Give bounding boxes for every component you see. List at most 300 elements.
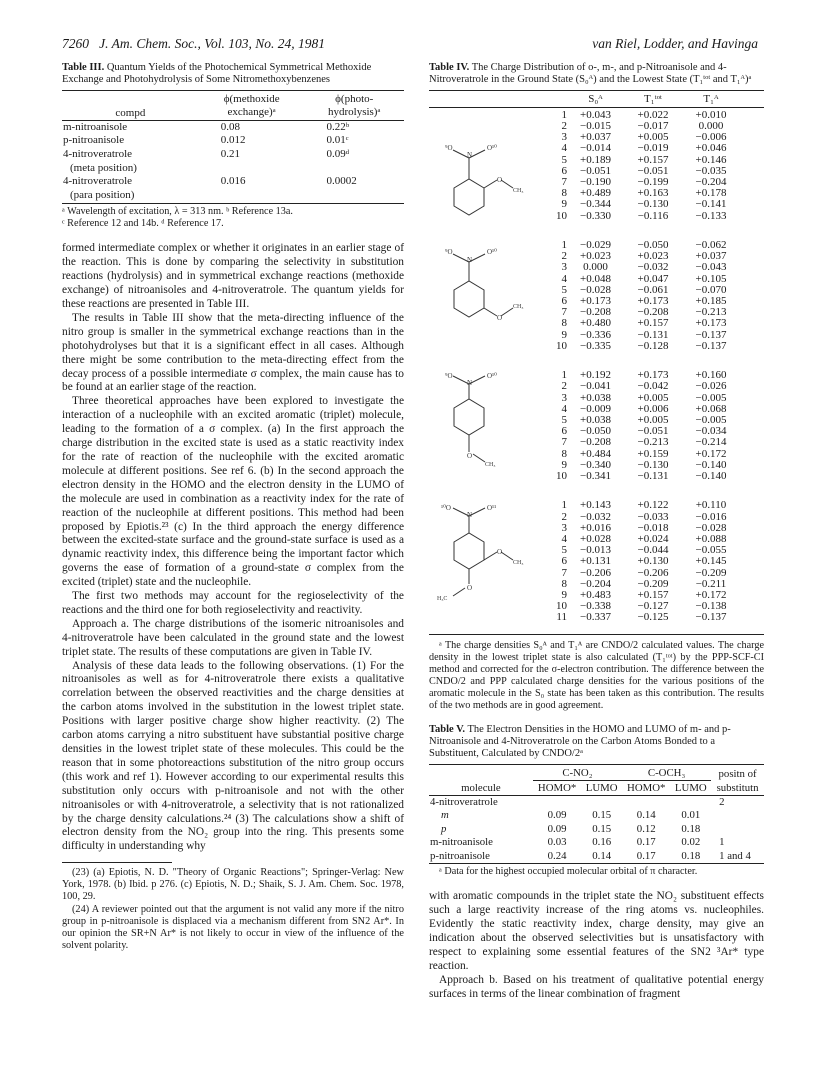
- table5-cell-lumo2: 0.02: [681, 836, 701, 849]
- table4-value: −0.051: [637, 164, 669, 177]
- table3-col-hydrolysis-bot: hydrolysis)ᵃ: [327, 105, 381, 118]
- table5-cell-positn: [711, 823, 764, 837]
- table3-col-compd: compd: [115, 106, 146, 119]
- table4-value: −0.214: [695, 436, 727, 449]
- table5-cell-homo: [533, 795, 582, 809]
- table4: [429, 90, 764, 635]
- table4-value: −0.336: [580, 328, 611, 341]
- table4-block: [429, 110, 764, 233]
- table4-header-t1a: T₁ᴬ: [703, 92, 719, 105]
- svg-text:O: O: [467, 452, 473, 461]
- svg-text:O¹¹: O¹¹: [487, 504, 497, 513]
- table4-value: −0.130: [637, 198, 669, 211]
- table3: [62, 90, 404, 203]
- table4-block: [429, 240, 764, 363]
- table4-position: 7: [561, 566, 567, 579]
- table5-cell-molecule: 4-nitroveratrole: [430, 795, 498, 808]
- table4-value: −0.211: [695, 577, 727, 590]
- table4-block: [429, 500, 764, 633]
- table4-position: 8: [561, 317, 567, 330]
- table4-value: −0.204: [695, 176, 727, 189]
- table4-value: −0.034: [695, 425, 727, 438]
- table4-position: 3: [561, 391, 567, 404]
- structure-m-nitroanisole-icon: [429, 240, 539, 360]
- svg-text:O: O: [497, 314, 503, 323]
- table4-value: +0.157: [637, 153, 669, 166]
- table4-position: 11: [556, 611, 567, 624]
- svg-text:N: N: [467, 379, 473, 388]
- table4-value: +0.105: [695, 272, 727, 285]
- paragraph: The first two methods may account for the regioselectivity of the reactions and the third one for both regioselectivity and reactivity.: [62, 590, 404, 616]
- structure-4-nitroveratrole-icon: [429, 500, 539, 630]
- table4-value: −0.140: [695, 470, 727, 483]
- table4-value: −0.340: [580, 458, 611, 471]
- right-column: [429, 62, 764, 1002]
- table5-cell-homo: 0.24: [547, 849, 567, 862]
- svg-text:H₃C: H₃C: [437, 596, 448, 603]
- table4-value: −0.208: [580, 436, 611, 449]
- svg-text:N: N: [467, 511, 473, 520]
- table4-value: −0.130: [637, 458, 669, 471]
- table4-value: −0.208: [637, 306, 669, 319]
- svg-text:O¹⁰: O¹⁰: [487, 248, 497, 257]
- table3-cell-exchange: 0.08: [220, 120, 241, 133]
- table4-position: 9: [561, 458, 567, 471]
- table4-value: −0.028: [695, 521, 727, 534]
- table4-row: [539, 211, 740, 222]
- table4-value: +0.046: [695, 142, 727, 155]
- paragraph: Three theoretical approaches have been explored to investigate the interaction of a nucleophile with an excited aromatic (triplet) molecule, leading to the formation of a σ complex. (a) In the first approach the charge distribution in the excited state is used as a static reactivity index for the rate of reaction of the nucleophile with the excited aromatic molecule at different positions. See ref 6. (b) In the second approach the electron density in the HOMO and the electron density in the LUMO of the molecule are used in combination as a reactivity index for the rate of reaction of the nucleophile at different positions. This method had been proposed by Epiotis.²³ (c) In the third approach the energy difference between the excited-state surface and the ground-state surface is used as a dynamic reactivity index, this difference being the important factor which governs the ease of formation of a ground-state σ complex from the excited (triplet) state and the nucleophile.: [62, 395, 404, 589]
- table5-col-positn-bot: substitutn: [716, 781, 759, 794]
- table3-cell-hydrolysis: [304, 189, 404, 203]
- footnote-23: (23) (a) Epiotis, N. D. "Theory of Organic Reactions"; Springer-Verlag: New York, 1978. (b) Ibid. p 276. (c) Epiotis, N. D.; Shaik, S. J. Am. Chem. Soc. 1978, 100, 29.: [62, 867, 404, 903]
- table4-position: 4: [561, 142, 567, 155]
- table3-cell-compd: p-nitroanisole: [63, 134, 125, 147]
- table4-value: −0.206: [580, 566, 611, 579]
- table4-value: +0.024: [637, 533, 669, 546]
- table4-value: +0.005: [637, 131, 669, 144]
- table3-cell-compd: m-nitroanisole: [63, 120, 128, 133]
- table4-position: 5: [561, 153, 567, 166]
- table4-position: 8: [561, 577, 567, 590]
- table5-cell-positn: 1: [719, 836, 725, 849]
- table5-col-homo: HOMO*: [537, 781, 577, 794]
- table5-cell-molecule: p-nitroanisole: [430, 849, 490, 862]
- table4-value: −0.028: [580, 283, 611, 296]
- table4-value: −0.050: [580, 425, 611, 438]
- table4-value: +0.016: [580, 521, 611, 534]
- table3-cell-compd: (para position): [70, 188, 135, 201]
- table4-value: −0.137: [695, 611, 727, 624]
- table5-cell-lumo: [581, 795, 622, 809]
- table4-value: −0.055: [695, 544, 727, 557]
- table4-value: −0.006: [695, 131, 727, 144]
- table3-cell-exchange: [199, 189, 305, 203]
- table4-position: 2: [561, 120, 567, 133]
- table4-value: +0.110: [695, 499, 727, 512]
- table3-col-exchange-top: ϕ(methoxide: [223, 92, 280, 105]
- table4-position: 6: [561, 555, 567, 568]
- table4-row: [539, 262, 740, 273]
- table4-value: −0.199: [637, 176, 669, 189]
- table4-value: 0.000: [698, 120, 724, 133]
- left-column: [62, 62, 404, 952]
- table4-row: [539, 341, 740, 352]
- table5-cell-homo2: 0.17: [636, 836, 656, 849]
- table4-value: +0.023: [637, 250, 669, 263]
- table4-value: +0.131: [580, 555, 611, 568]
- table3-footnote-1: ᵃ Wavelength of excitation, λ = 313 nm. ᵇ Reference 13a.: [62, 206, 293, 218]
- paragraph: Analysis of these data leads to the following observations. (1) For the nitroanisoles as well as for 4-nitroveratrole there exists a qualitative correlation between the observed reactivities and the charge densities at the carbon atoms involved in the substitution in the lowest triplet state. Positions with larger positive charge show higher reactivity. (2) The carbon atoms carrying a nitro substituent have substantial positive charge densities in the lowest triplet state of these molecules. This could be the reason that in some photoreactions substitution of the nitro group occurs (this work and ref 1). However according to our experimental results this substitution only occurs with p-nitroanisole and not with the other nitroanisoles or with 4-nitroveratrole, a selectivity that is not rationalized by the charge density calculations.²⁴ (3) The calculations show a shift of electron density from the NO₂ group into the ring. This presents some difficulty in understanding why: [62, 659, 404, 853]
- table3-cell-exchange: 0.012: [220, 134, 246, 147]
- table4-value: +0.088: [695, 533, 727, 546]
- table3-cell-compd: (meta position): [70, 161, 137, 174]
- table5-cell-molecule: p: [441, 822, 447, 835]
- table5-cell-lumo: 0.15: [592, 809, 612, 822]
- table4-value: +0.484: [580, 447, 611, 460]
- table4-value: +0.028: [580, 533, 611, 546]
- table4-value: −0.061: [637, 283, 669, 296]
- table4-value: +0.023: [580, 250, 611, 263]
- table4-position: 2: [561, 510, 567, 523]
- table4-value: −0.051: [637, 425, 669, 438]
- table4-value: −0.206: [637, 566, 669, 579]
- table4-value: −0.127: [637, 600, 669, 613]
- svg-text:⁹O: ⁹O: [445, 372, 453, 381]
- table4-position: 10: [556, 339, 567, 352]
- table4-value: −0.128: [637, 339, 669, 352]
- table4-value: +0.143: [580, 499, 611, 512]
- table4-value: −0.190: [580, 176, 611, 189]
- table5-row: [429, 795, 764, 809]
- table4-value: 0.000: [583, 261, 608, 274]
- table5-cell-homo: 0.09: [547, 822, 567, 835]
- table4-value: −0.015: [580, 120, 611, 133]
- svg-text:⁹O: ⁹O: [445, 248, 453, 257]
- table3-cell-hydrolysis: 0.01ᶜ: [326, 134, 349, 147]
- table4-row: [539, 381, 740, 392]
- table4-value: −0.131: [637, 470, 669, 483]
- table4-row: [539, 199, 740, 210]
- table4-value: +0.173: [580, 295, 611, 308]
- table3-cell-exchange: 0.21: [220, 148, 241, 160]
- table4-row: [539, 471, 740, 482]
- table4-value: −0.344: [580, 198, 611, 211]
- table5-caption: Table V. The Electron Densities in the HOMO and LUMO of m- and p-Nitroanisole and 4-Nitroveratrole on the Carbon Atoms Bonded to a Substituent, Calculated by CNDO/2ᵃ: [429, 723, 731, 760]
- table4-header-s0a: S₀ᴬ: [588, 92, 603, 105]
- table4-value: −0.116: [637, 209, 669, 222]
- table4-value: −0.341: [580, 470, 611, 483]
- table4-position: 9: [561, 198, 567, 211]
- table5-cell-homo2: 0.12: [636, 822, 656, 835]
- table4-value: −0.016: [695, 510, 727, 523]
- table4-value: −0.044: [637, 544, 669, 557]
- table5-cell-homo2: [622, 795, 671, 809]
- table3-footnote-2: ᶜ Reference 12 and 14b. ᵈ Reference 17.: [62, 218, 224, 230]
- table4-position: 10: [556, 470, 567, 483]
- table4-position: 4: [561, 272, 567, 285]
- table3-cell-hydrolysis: 0.09ᵈ: [326, 148, 350, 160]
- table5-cell-homo2: 0.14: [636, 809, 656, 822]
- table5-note: ᵃ Data for the highest occupied molecular orbital of π character.: [439, 866, 698, 878]
- table4-value: +0.068: [695, 402, 727, 415]
- svg-text:O: O: [497, 175, 503, 184]
- table4-value: +0.037: [695, 250, 727, 263]
- svg-text:N: N: [467, 256, 473, 265]
- table5-col-positn-top: positn of: [718, 768, 757, 781]
- paragraph: with aromatic compounds in the triplet state the NO₂ substituent effects such a large reactivity increase of the ring atoms vs. nucleophiles. Evidently the static reactivity index, charge density, may give an indication about the observed selectivities but is unsatisfactory with respect to explaining some essential features of the SN2 ³Ar* type reaction.: [429, 890, 764, 972]
- table4-position: 1: [561, 239, 567, 252]
- table4-position: 10: [556, 600, 567, 613]
- table4-value: −0.018: [637, 521, 669, 534]
- svg-text:CH₃: CH₃: [513, 187, 524, 194]
- table4-value: +0.146: [695, 153, 727, 166]
- table4-value: +0.037: [580, 131, 611, 144]
- table4-value: −0.032: [637, 261, 669, 274]
- table4-value: −0.043: [695, 261, 727, 274]
- table3-cell-compd: 4-nitroveratrole: [63, 175, 133, 188]
- table4-value: −0.138: [695, 600, 727, 613]
- table4-value: −0.209: [637, 577, 669, 590]
- table4-position: 9: [561, 328, 567, 341]
- table4-value: +0.145: [695, 555, 727, 568]
- table4-value: +0.022: [637, 108, 669, 121]
- table4-value: +0.005: [637, 414, 669, 427]
- table5-group-cno2: C-NO₂: [533, 764, 622, 780]
- table4-value: +0.185: [695, 295, 727, 308]
- table4-value: −0.014: [580, 142, 611, 155]
- table5-row: [429, 850, 764, 864]
- table4-position: 5: [561, 414, 567, 427]
- table4-value: +0.130: [637, 555, 669, 568]
- table4-value: −0.026: [695, 380, 727, 393]
- table4-position: 6: [561, 425, 567, 438]
- table4-header-t1tot: T₁ᵗᵒᵗ: [644, 92, 662, 105]
- table4-value: −0.009: [580, 402, 611, 415]
- table5-col-molecule: molecule: [461, 781, 501, 794]
- table5-col-lumo2: LUMO: [674, 781, 707, 794]
- table4-value: +0.178: [695, 187, 727, 200]
- table5-cell-molecule: m: [441, 809, 449, 822]
- table4-value: −0.338: [580, 600, 611, 613]
- table4-position: 3: [561, 261, 567, 274]
- table3-col-exchange-bot: exchange)ᵃ: [227, 105, 276, 118]
- svg-text:⁹O: ⁹O: [445, 143, 453, 152]
- table4-row: [539, 318, 740, 329]
- table5-cell-homo: 0.03: [547, 836, 567, 849]
- table5-row: [429, 836, 764, 850]
- table4-value: +0.160: [695, 369, 727, 382]
- table5-row: [429, 809, 764, 823]
- running-header-left: [62, 36, 325, 52]
- table4-position: 1: [561, 369, 567, 382]
- table4-position: 6: [561, 164, 567, 177]
- table4-value: −0.013: [580, 544, 611, 557]
- table5-cell-homo: 0.09: [547, 809, 567, 822]
- svg-text:¹⁰O: ¹⁰O: [441, 504, 451, 513]
- svg-text:O: O: [497, 548, 503, 557]
- table4-value: +0.159: [637, 447, 669, 460]
- table4-position: 7: [561, 176, 567, 189]
- journal-citation: J. Am. Chem. Soc., Vol. 103, No. 24, 1981: [99, 36, 325, 51]
- table4-value: −0.330: [580, 209, 611, 222]
- table4-row: [539, 437, 740, 448]
- table4-value: +0.005: [637, 391, 669, 404]
- table4-value: −0.335: [580, 339, 611, 352]
- table4-value: +0.006: [637, 402, 669, 415]
- table5-cell-positn: 1 and 4: [719, 849, 751, 862]
- paragraph: formed intermediate complex or whether it originates in an earlier stage of the reaction. This is done by comparing the selectivity in substitution reactions (hydrolysis) and in symmetrical exchange reactions (methoxide exchange) of nitroanisoles and 4-nitroveratrole. The quantum yields for these reactions are presented in Table III.: [62, 242, 404, 310]
- table4-value: +0.163: [637, 187, 669, 200]
- table4-caption: Table IV. The Charge Distribution of o-, m-, and p-Nitroanisole and 4-Nitroveratrole in the Ground State (S₀ᴬ) and the Lowest State (T₁ᵗᵒᵗ and T₁ᴬ)ᵃ: [429, 62, 752, 86]
- table5: [429, 764, 764, 864]
- table4-value: +0.038: [580, 391, 611, 404]
- table4-value: +0.483: [580, 589, 611, 602]
- table3-cell-exchange: [199, 162, 305, 176]
- table4-value: −0.213: [695, 306, 727, 319]
- table3-row: [62, 162, 404, 176]
- svg-text:CH₃: CH₃: [513, 560, 524, 567]
- table4-value: −0.033: [637, 510, 669, 523]
- table4-position: 7: [561, 306, 567, 319]
- table4-value: −0.140: [695, 458, 727, 471]
- table3-row: [62, 175, 404, 189]
- structure-o-nitroanisole-icon: [429, 110, 539, 230]
- table4-value: +0.048: [580, 272, 611, 285]
- svg-text:N: N: [467, 150, 473, 159]
- table4-value: −0.051: [580, 164, 611, 177]
- table4-position: 7: [561, 436, 567, 449]
- table4-position: 4: [561, 402, 567, 415]
- table4-value: −0.050: [637, 239, 669, 252]
- table4-value: −0.337: [580, 611, 611, 624]
- table5-cell-lumo2: 0.18: [681, 849, 701, 862]
- paragraph: Approach b. Based on his treatment of qualitative potential energy surfaces in terms of the linear combination of fragment: [429, 973, 764, 1000]
- table3-row: [62, 120, 404, 134]
- table4-row: [539, 500, 740, 511]
- table4-value: +0.172: [695, 447, 727, 460]
- table4-value: −0.131: [637, 328, 669, 341]
- table4-value: −0.005: [695, 391, 727, 404]
- table4-value: +0.172: [695, 589, 727, 602]
- table4-value: −0.204: [580, 577, 611, 590]
- table4-value: +0.038: [580, 414, 611, 427]
- table3-cell-exchange: 0.016: [220, 175, 246, 188]
- table5-cell-molecule: m-nitroanisole: [430, 836, 493, 849]
- table5-cell-lumo2: [671, 795, 712, 809]
- table4-value: −0.213: [637, 436, 669, 449]
- table4-value: −0.035: [695, 164, 727, 177]
- table3-cell-compd: 4-nitroveratrole: [63, 148, 133, 160]
- table4-position: 1: [561, 108, 567, 121]
- table4-value: +0.173: [695, 317, 727, 330]
- running-header-authors: van Riel, Lodder, and Havinga: [592, 36, 758, 51]
- paragraph: Approach a. The charge distributions of the isomeric nitroanisoles and 4-nitroveratrole have been calculated in the ground state and the lowest triplet state. The results of these computations are given in Table IV.: [62, 617, 404, 658]
- page-number: 7260: [62, 36, 89, 51]
- table4-position: 8: [561, 447, 567, 460]
- table3-cell-hydrolysis: 0.22ᵇ: [326, 120, 350, 133]
- table4-position: 10: [556, 209, 567, 222]
- footnote-24: (24) A reviewer pointed out that the argument is not valid any more if the nitro group in p-nitroanisole is displaced via a mechanism different from SN2 Ar*. In our opinion the SR+N Ar* is not likely to occur in view of the influence of the solvent polarity.: [62, 903, 404, 951]
- table5-row: [429, 823, 764, 837]
- table4-value: −0.029: [580, 239, 611, 252]
- table4-position: 3: [561, 131, 567, 144]
- table5-col-lumo: LUMO: [585, 781, 618, 794]
- svg-text:CH₃: CH₃: [513, 304, 524, 311]
- table4-value: −0.005: [695, 414, 727, 427]
- table4-position: 8: [561, 187, 567, 200]
- table4-value: +0.122: [637, 499, 669, 512]
- table4-value: +0.480: [580, 317, 611, 330]
- table5-cell-positn: 2: [719, 795, 725, 808]
- table5-cell-homo2: 0.17: [636, 849, 656, 862]
- table4-value: −0.208: [580, 306, 611, 319]
- table4-position: 9: [561, 589, 567, 602]
- table4-note: ᵃ The charge densities S₀ᴬ and T₁ᴬ are CNDO/2 calculated values. The charge density in the lowest triplet state is also calculated (T₁ᵗᵒᵗ) by the PPP-SCF-CI method and corrected for the σ-electron contribution. The difference between the CNDO/2 and PPP calculated charge densities for the various positions of the aromatic molecule in the S₀ state has been taken as this contribution. The results of the two methods are in good agreement.: [429, 639, 764, 711]
- svg-text:O¹⁰: O¹⁰: [487, 372, 497, 381]
- table3-caption: Table III. Quantum Yields of the Photochemical Symmetrical Methoxide Exchange and Photohydrolysis of Some Nitromethoxybenzenes: [62, 62, 372, 86]
- table4-position: 5: [561, 544, 567, 557]
- svg-text:O: O: [467, 584, 473, 593]
- table4-position: 6: [561, 295, 567, 308]
- table4-value: −0.125: [637, 611, 669, 624]
- table4-position: 1: [561, 499, 567, 512]
- table4-value: −0.041: [580, 380, 611, 393]
- table3-row: [62, 148, 404, 162]
- table4-value: +0.010: [695, 108, 727, 121]
- table4-value: −0.032: [580, 510, 611, 523]
- table4-row: [539, 612, 740, 623]
- table4-position: 2: [561, 380, 567, 393]
- table5-cell-lumo: 0.15: [592, 822, 612, 835]
- table4-value: +0.173: [637, 369, 669, 382]
- table4-position: 3: [561, 521, 567, 534]
- table4-value: −0.019: [637, 142, 669, 155]
- svg-text:O¹⁰: O¹⁰: [487, 143, 497, 152]
- table4-position: 5: [561, 283, 567, 296]
- table5-cell-positn: [711, 809, 764, 823]
- table4-value: +0.157: [637, 589, 669, 602]
- table4-position: 4: [561, 533, 567, 546]
- table4-value: −0.209: [695, 566, 727, 579]
- structure-p-nitroanisole-icon: [429, 370, 539, 490]
- table3-row: [62, 134, 404, 148]
- table4-value: −0.141: [695, 198, 727, 211]
- table4-value: +0.157: [637, 317, 669, 330]
- svg-text:CH₃: CH₃: [485, 462, 496, 469]
- table4-value: −0.137: [695, 339, 727, 352]
- table3-cell-hydrolysis: [304, 162, 404, 176]
- table5-cell-lumo: 0.16: [592, 836, 612, 849]
- table4-value: +0.047: [637, 272, 669, 285]
- table3-col-hydrolysis-top: ϕ(photo-: [335, 92, 374, 105]
- table4-value: +0.489: [580, 187, 611, 200]
- table5-cell-lumo2: 0.01: [681, 809, 701, 822]
- table4-value: −0.042: [637, 380, 669, 393]
- table5-cell-lumo2: 0.18: [681, 822, 701, 835]
- table4-value: −0.062: [695, 239, 727, 252]
- table5-cell-lumo: 0.14: [592, 849, 612, 862]
- table3-row: [62, 189, 404, 203]
- table4-value: −0.070: [695, 283, 727, 296]
- table4-value: +0.189: [580, 153, 611, 166]
- table5-col-homo2: HOMO*: [627, 781, 666, 794]
- table4-value: +0.192: [580, 369, 611, 382]
- table4-value: −0.017: [637, 120, 669, 133]
- table3-cell-hydrolysis: 0.0002: [326, 175, 357, 188]
- table5-group-coch3: C-OCH₃: [622, 764, 711, 780]
- table4-block: [429, 370, 764, 493]
